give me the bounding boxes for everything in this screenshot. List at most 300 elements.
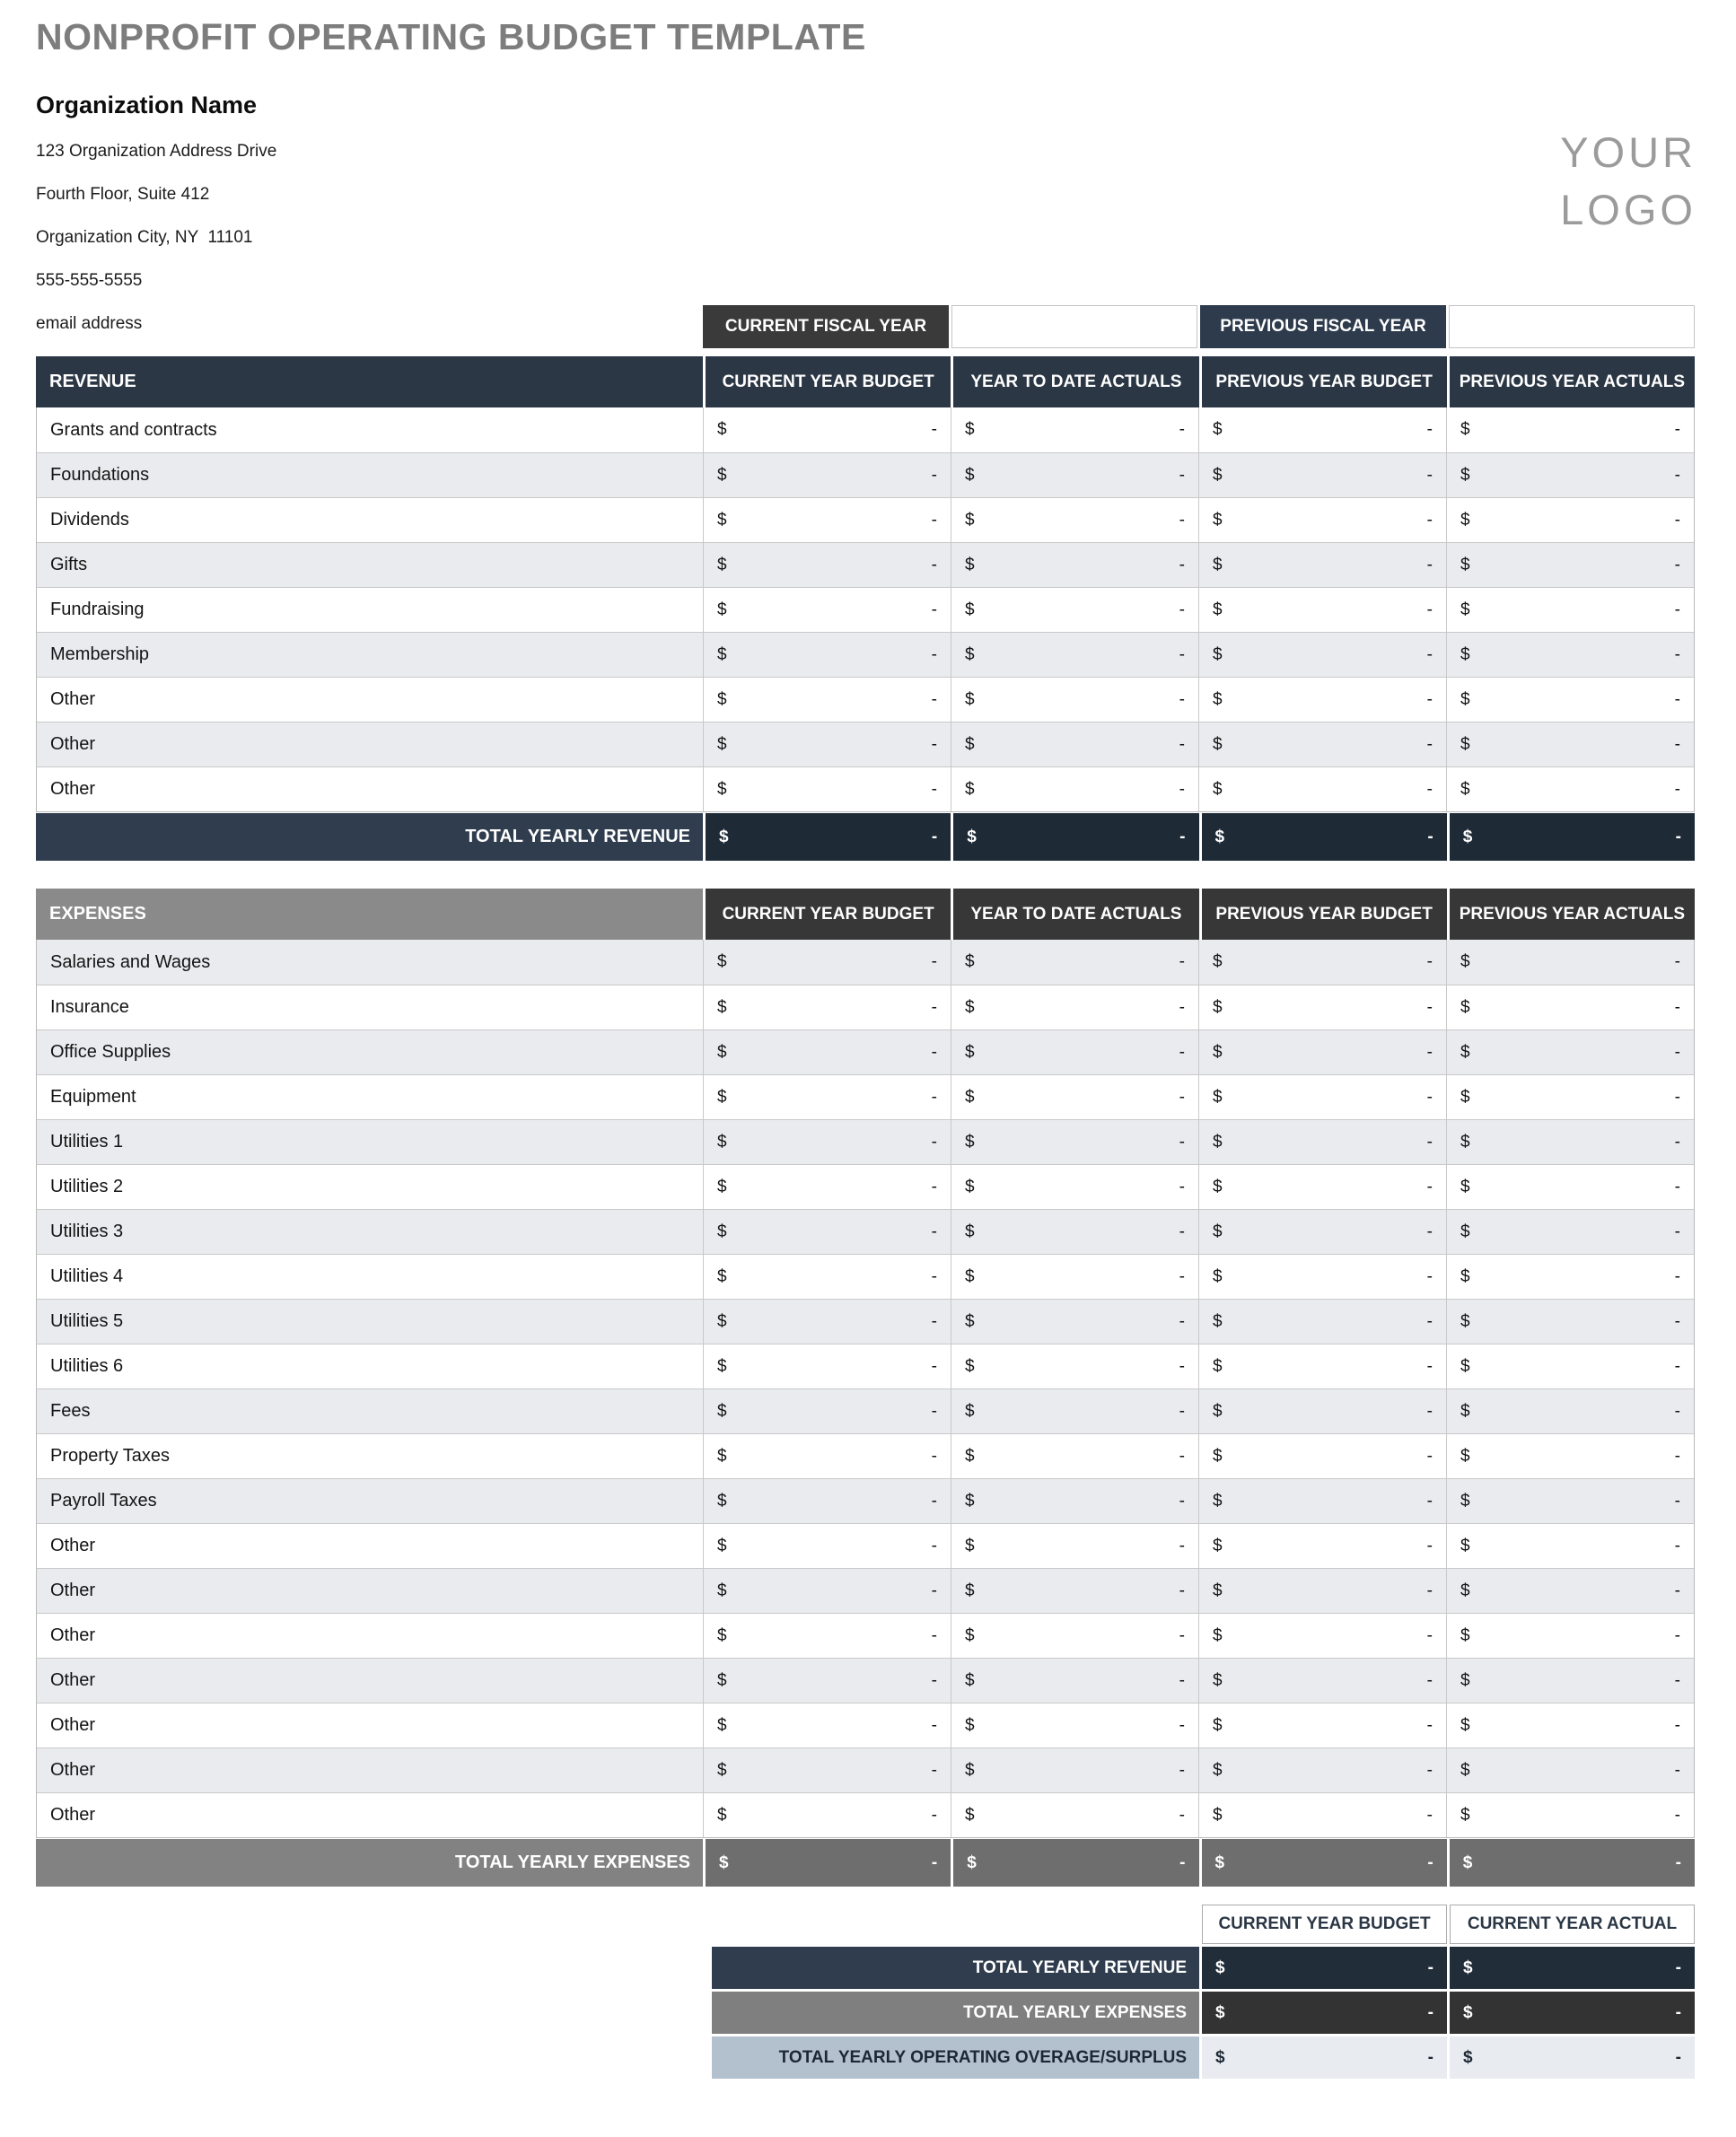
revenue-row <box>37 722 1694 766</box>
amount-cell-expenses-6-3[interactable] <box>1446 1210 1694 1254</box>
amount-cell-expenses-0-0[interactable] <box>703 940 951 985</box>
amount-value: - <box>1674 689 1680 709</box>
amount-cell-expenses-6-0[interactable] <box>703 1210 951 1254</box>
currency-symbol: $ <box>717 555 727 574</box>
org-phone: 555-555-5555 <box>36 271 143 290</box>
amount-value: - <box>931 689 937 709</box>
amount-cell-expenses-6-1[interactable] <box>951 1210 1198 1254</box>
revenue-table <box>36 356 1695 861</box>
amount-cell-expenses-12-1[interactable] <box>951 1479 1198 1523</box>
amount-cell-revenue-total-3[interactable] <box>1450 813 1695 861</box>
currency-symbol: $ <box>1215 1957 1225 1977</box>
summary-spacer <box>712 1905 1199 1944</box>
amount-cell-expenses-3-1[interactable] <box>951 1075 1198 1119</box>
amount-value: - <box>1179 779 1185 799</box>
amount-cell-revenue-3-1[interactable] <box>951 543 1198 587</box>
currency-symbol: $ <box>1213 779 1223 799</box>
currency-symbol: $ <box>719 1852 729 1872</box>
currency-symbol: $ <box>965 1042 975 1062</box>
currency-symbol: $ <box>965 952 975 971</box>
summary-row-revenue <box>712 1947 1695 1989</box>
amount-value: - <box>1674 1581 1680 1600</box>
amount-cell-expenses-12-0[interactable] <box>703 1479 951 1523</box>
amount-value: - <box>1674 1087 1680 1107</box>
expenses-row-label: Other <box>50 1715 96 1735</box>
amount-value: - <box>1426 1491 1433 1511</box>
currency-symbol: $ <box>965 1132 975 1152</box>
currency-symbol: $ <box>1213 1536 1223 1555</box>
amount-cell-expenses-11-2[interactable] <box>1198 1434 1446 1478</box>
amount-cell-expenses-5-1[interactable] <box>951 1165 1198 1209</box>
amount-cell-expenses-17-1[interactable] <box>951 1703 1198 1747</box>
currency-symbol: $ <box>965 997 975 1017</box>
amount-cell-expenses-10-1[interactable] <box>951 1389 1198 1433</box>
expenses-row <box>37 1164 1694 1209</box>
currency-symbol: $ <box>1213 1446 1223 1466</box>
currency-symbol: $ <box>717 779 727 799</box>
amount-value: - <box>1675 2047 1681 2067</box>
revenue-row-label: Dividends <box>50 510 129 530</box>
amount-value: - <box>1179 510 1185 530</box>
expenses-row <box>37 1119 1694 1164</box>
currency-symbol: $ <box>1213 1266 1223 1286</box>
amount-cell-revenue-3-3[interactable] <box>1446 543 1694 587</box>
amount-value: - <box>931 1311 937 1331</box>
expenses-body <box>36 940 1695 1838</box>
amount-value: - <box>1426 465 1433 485</box>
amount-value: - <box>1179 1132 1185 1152</box>
currency-symbol: $ <box>965 779 975 799</box>
currency-symbol: $ <box>1463 2002 1473 2022</box>
amount-cell-revenue-2-1[interactable] <box>951 498 1198 542</box>
amount-cell-expenses-total-1[interactable] <box>953 1839 1198 1887</box>
amount-cell-expenses-8-2[interactable] <box>1198 1300 1446 1344</box>
currency-symbol: $ <box>965 1401 975 1421</box>
summary-row-surplus <box>712 2036 1695 2079</box>
amount-cell-expenses-16-2[interactable] <box>1198 1659 1446 1703</box>
amount-cell-expenses-7-2[interactable] <box>1198 1255 1446 1299</box>
amount-cell-expenses-3-3[interactable] <box>1446 1075 1694 1119</box>
amount-cell-revenue-8-3[interactable] <box>1446 767 1694 811</box>
amount-value: - <box>1426 510 1433 530</box>
amount-cell-expenses-7-3[interactable] <box>1446 1255 1694 1299</box>
amount-cell-revenue-6-3[interactable] <box>1446 678 1694 722</box>
amount-cell-expenses-11-0[interactable] <box>703 1434 951 1478</box>
amount-cell-summary-0-1[interactable] <box>1450 1947 1695 1989</box>
amount-cell-revenue-1-0[interactable] <box>703 453 951 497</box>
amount-value: - <box>931 1177 937 1196</box>
summary-row-label: TOTAL YEARLY OPERATING OVERAGE/SURPLUS <box>712 2036 1199 2079</box>
currency-symbol: $ <box>717 1715 727 1735</box>
amount-cell-expenses-4-0[interactable] <box>703 1120 951 1164</box>
amount-cell-expenses-14-0[interactable] <box>703 1569 951 1613</box>
amount-cell-summary-2-1[interactable] <box>1450 2036 1695 2079</box>
amount-cell-revenue-total-2[interactable] <box>1202 813 1447 861</box>
amount-cell-revenue-7-1[interactable] <box>951 723 1198 766</box>
logo-line2: LOGO <box>1560 186 1697 233</box>
amount-cell-revenue-2-0[interactable] <box>703 498 951 542</box>
amount-cell-expenses-10-2[interactable] <box>1198 1389 1446 1433</box>
currency-symbol: $ <box>1213 510 1223 530</box>
currency-symbol: $ <box>1460 734 1470 754</box>
amount-value: - <box>1179 1760 1185 1780</box>
amount-cell-revenue-1-1[interactable] <box>951 453 1198 497</box>
amount-value: - <box>1179 1715 1185 1735</box>
amount-cell-revenue-0-0[interactable] <box>703 407 951 452</box>
expenses-row <box>37 1299 1694 1344</box>
amount-cell-revenue-0-2[interactable] <box>1198 407 1446 452</box>
amount-cell-expenses-7-1[interactable] <box>951 1255 1198 1299</box>
currency-symbol: $ <box>717 1177 727 1196</box>
amount-cell-summary-2-0[interactable] <box>1202 2036 1447 2079</box>
amount-value: - <box>1179 1177 1185 1196</box>
amount-cell-expenses-18-2[interactable] <box>1198 1748 1446 1792</box>
amount-value: - <box>931 510 937 530</box>
revenue-header-row <box>36 356 1695 407</box>
amount-cell-revenue-4-0[interactable] <box>703 588 951 632</box>
amount-cell-expenses-18-1[interactable] <box>951 1748 1198 1792</box>
currency-symbol: $ <box>717 1491 727 1511</box>
amount-cell-revenue-5-0[interactable] <box>703 633 951 677</box>
amount-cell-expenses-8-0[interactable] <box>703 1300 951 1344</box>
currency-symbol: $ <box>965 420 975 439</box>
org-address-line1: 123 Organization Address Drive <box>36 142 277 161</box>
amount-value: - <box>1426 1625 1433 1645</box>
amount-cell-expenses-total-0[interactable] <box>706 1839 951 1887</box>
amount-value: - <box>1179 1087 1185 1107</box>
currency-symbol: $ <box>1213 644 1223 664</box>
expenses-row-label: Utilities 5 <box>50 1311 124 1331</box>
amount-cell-expenses-13-0[interactable] <box>703 1524 951 1568</box>
amount-cell-expenses-0-1[interactable] <box>951 940 1198 985</box>
amount-cell-expenses-16-1[interactable] <box>951 1659 1198 1703</box>
amount-cell-revenue-4-1[interactable] <box>951 588 1198 632</box>
amount-value: - <box>1674 997 1680 1017</box>
currency-symbol: $ <box>1460 1805 1470 1825</box>
amount-cell-expenses-2-2[interactable] <box>1198 1030 1446 1074</box>
amount-cell-revenue-8-0[interactable] <box>703 767 951 811</box>
amount-cell-expenses-14-3[interactable] <box>1446 1569 1694 1613</box>
amount-value: - <box>1675 1852 1681 1872</box>
amount-value: - <box>1179 1222 1185 1241</box>
amount-cell-expenses-0-3[interactable] <box>1446 940 1694 985</box>
currency-symbol: $ <box>965 1446 975 1466</box>
currency-symbol: $ <box>1460 1401 1470 1421</box>
currency-symbol: $ <box>717 1311 727 1331</box>
amount-value: - <box>1426 1401 1433 1421</box>
amount-value: - <box>1179 1311 1185 1331</box>
currency-symbol: $ <box>1460 1491 1470 1511</box>
amount-value: - <box>1674 1266 1680 1286</box>
amount-value: - <box>1426 1177 1433 1196</box>
amount-cell-expenses-1-2[interactable] <box>1198 985 1446 1029</box>
amount-cell-expenses-6-2[interactable] <box>1198 1210 1446 1254</box>
currency-symbol: $ <box>1460 1625 1470 1645</box>
currency-symbol: $ <box>717 1087 727 1107</box>
currency-symbol: $ <box>965 555 975 574</box>
amount-cell-expenses-2-1[interactable] <box>951 1030 1198 1074</box>
amount-value: - <box>1179 420 1185 439</box>
amount-cell-expenses-1-3[interactable] <box>1446 985 1694 1029</box>
amount-value: - <box>1179 600 1185 619</box>
previous-fiscal-year-label: PREVIOUS FISCAL YEAR <box>1200 305 1446 348</box>
currency-symbol: $ <box>1460 997 1470 1017</box>
amount-cell-summary-1-0[interactable] <box>1202 1992 1447 2034</box>
amount-cell-expenses-15-1[interactable] <box>951 1614 1198 1658</box>
amount-cell-expenses-3-2[interactable] <box>1198 1075 1446 1119</box>
amount-cell-expenses-2-3[interactable] <box>1446 1030 1694 1074</box>
expenses-row <box>37 1792 1694 1837</box>
amount-cell-expenses-19-3[interactable] <box>1446 1793 1694 1837</box>
amount-value: - <box>1179 1805 1185 1825</box>
amount-value: - <box>1426 420 1433 439</box>
currency-symbol: $ <box>1460 779 1470 799</box>
expenses-row <box>37 1747 1694 1792</box>
amount-cell-revenue-6-0[interactable] <box>703 678 951 722</box>
summary-column-header-1: CURRENT YEAR ACTUAL <box>1450 1905 1695 1944</box>
currency-symbol: $ <box>965 1581 975 1600</box>
amount-cell-revenue-2-3[interactable] <box>1446 498 1694 542</box>
amount-value: - <box>1179 1042 1185 1062</box>
amount-value: - <box>1179 1670 1185 1690</box>
amount-cell-revenue-0-3[interactable] <box>1446 407 1694 452</box>
amount-cell-expenses-3-0[interactable] <box>703 1075 951 1119</box>
amount-cell-revenue-4-2[interactable] <box>1198 588 1446 632</box>
amount-cell-revenue-total-0[interactable] <box>706 813 951 861</box>
amount-cell-expenses-5-0[interactable] <box>703 1165 951 1209</box>
currency-symbol: $ <box>717 465 727 485</box>
currency-symbol: $ <box>1462 827 1473 846</box>
amount-cell-expenses-16-3[interactable] <box>1446 1659 1694 1703</box>
amount-cell-revenue-7-3[interactable] <box>1446 723 1694 766</box>
amount-cell-summary-1-1[interactable] <box>1450 1992 1695 2034</box>
amount-cell-revenue-0-1[interactable] <box>951 407 1198 452</box>
currency-symbol: $ <box>1462 1852 1473 1872</box>
amount-value: - <box>1426 1670 1433 1690</box>
amount-cell-expenses-19-1[interactable] <box>951 1793 1198 1837</box>
currency-symbol: $ <box>717 1446 727 1466</box>
currency-symbol: $ <box>965 1311 975 1331</box>
amount-cell-revenue-total-1[interactable] <box>953 813 1198 861</box>
amount-cell-revenue-8-1[interactable] <box>951 767 1198 811</box>
amount-value: - <box>1674 1491 1680 1511</box>
amount-cell-expenses-17-2[interactable] <box>1198 1703 1446 1747</box>
currency-symbol: $ <box>717 1670 727 1690</box>
amount-value: - <box>1674 1805 1680 1825</box>
amount-cell-revenue-8-2[interactable] <box>1198 767 1446 811</box>
amount-cell-revenue-1-3[interactable] <box>1446 453 1694 497</box>
amount-cell-expenses-5-2[interactable] <box>1198 1165 1446 1209</box>
revenue-row-label: Fundraising <box>50 600 145 619</box>
amount-cell-expenses-11-1[interactable] <box>951 1434 1198 1478</box>
amount-cell-expenses-18-0[interactable] <box>703 1748 951 1792</box>
amount-value: - <box>1426 779 1433 799</box>
currency-symbol: $ <box>717 1760 727 1780</box>
revenue-row <box>37 766 1694 811</box>
currency-symbol: $ <box>1460 600 1470 619</box>
currency-symbol: $ <box>965 1670 975 1690</box>
amount-value: - <box>931 952 937 971</box>
amount-cell-revenue-4-3[interactable] <box>1446 588 1694 632</box>
currency-symbol: $ <box>967 1852 977 1872</box>
amount-value: - <box>931 644 937 664</box>
amount-value: - <box>931 1446 937 1466</box>
expenses-row-label: Office Supplies <box>50 1042 171 1062</box>
amount-value: - <box>1674 1760 1680 1780</box>
expenses-row-label: Salaries and Wages <box>50 951 211 972</box>
amount-cell-expenses-1-0[interactable] <box>703 985 951 1029</box>
amount-cell-expenses-2-0[interactable] <box>703 1030 951 1074</box>
amount-value: - <box>931 1266 937 1286</box>
expenses-row-label: Property Taxes <box>50 1446 171 1466</box>
revenue-row-label: Other <box>50 779 96 799</box>
amount-cell-expenses-14-2[interactable] <box>1198 1569 1446 1613</box>
amount-value: - <box>1674 510 1680 530</box>
expenses-row-label: Utilities 2 <box>50 1177 124 1196</box>
currency-symbol: $ <box>965 1536 975 1555</box>
amount-cell-expenses-19-2[interactable] <box>1198 1793 1446 1837</box>
amount-cell-expenses-1-1[interactable] <box>951 985 1198 1029</box>
currency-symbol: $ <box>717 510 727 530</box>
amount-cell-expenses-12-2[interactable] <box>1198 1479 1446 1523</box>
currency-symbol: $ <box>1460 1446 1470 1466</box>
amount-value: - <box>931 1625 937 1645</box>
amount-cell-expenses-10-0[interactable] <box>703 1389 951 1433</box>
amount-cell-revenue-3-0[interactable] <box>703 543 951 587</box>
amount-cell-revenue-6-2[interactable] <box>1198 678 1446 722</box>
currency-symbol: $ <box>1215 2047 1225 2067</box>
currency-symbol: $ <box>1213 997 1223 1017</box>
amount-value: - <box>931 1087 937 1107</box>
amount-cell-expenses-15-3[interactable] <box>1446 1614 1694 1658</box>
amount-value: - <box>1427 2047 1434 2067</box>
amount-cell-expenses-13-1[interactable] <box>951 1524 1198 1568</box>
amount-cell-expenses-16-0[interactable] <box>703 1659 951 1703</box>
amount-value: - <box>1674 600 1680 619</box>
amount-cell-expenses-17-3[interactable] <box>1446 1703 1694 1747</box>
amount-cell-expenses-5-3[interactable] <box>1446 1165 1694 1209</box>
revenue-body <box>36 407 1695 812</box>
amount-cell-expenses-17-0[interactable] <box>703 1703 951 1747</box>
amount-cell-revenue-5-2[interactable] <box>1198 633 1446 677</box>
revenue-row <box>37 407 1694 452</box>
amount-cell-revenue-6-1[interactable] <box>951 678 1198 722</box>
currency-symbol: $ <box>965 689 975 709</box>
column-header-2: PREVIOUS YEAR BUDGET <box>1202 889 1447 940</box>
revenue-row <box>37 677 1694 722</box>
currency-symbol: $ <box>965 1805 975 1825</box>
amount-cell-expenses-9-2[interactable] <box>1198 1344 1446 1388</box>
amount-cell-expenses-4-2[interactable] <box>1198 1120 1446 1164</box>
amount-cell-revenue-7-0[interactable] <box>703 723 951 766</box>
amount-cell-revenue-3-2[interactable] <box>1198 543 1446 587</box>
amount-cell-expenses-15-2[interactable] <box>1198 1614 1446 1658</box>
amount-value: - <box>1675 1957 1681 1977</box>
currency-symbol: $ <box>1460 1670 1470 1690</box>
revenue-row-label: Foundations <box>50 465 150 485</box>
amount-cell-expenses-10-3[interactable] <box>1446 1389 1694 1433</box>
amount-value: - <box>1674 420 1680 439</box>
expenses-row <box>37 1074 1694 1119</box>
amount-value: - <box>1674 1536 1680 1555</box>
currency-symbol: $ <box>1463 1957 1473 1977</box>
logo-line1: YOUR <box>1560 128 1697 176</box>
amount-cell-expenses-14-1[interactable] <box>951 1569 1198 1613</box>
amount-cell-expenses-9-0[interactable] <box>703 1344 951 1388</box>
expenses-row-label: Other <box>50 1625 96 1645</box>
revenue-row-label: Other <box>50 689 96 709</box>
amount-cell-expenses-9-3[interactable] <box>1446 1344 1694 1388</box>
summary-row-expenses <box>712 1992 1695 2034</box>
amount-cell-expenses-8-3[interactable] <box>1446 1300 1694 1344</box>
amount-cell-expenses-4-3[interactable] <box>1446 1120 1694 1164</box>
amount-value: - <box>1179 1581 1185 1600</box>
amount-cell-expenses-19-0[interactable] <box>703 1793 951 1837</box>
currency-symbol: $ <box>719 827 729 846</box>
amount-cell-expenses-15-0[interactable] <box>703 1614 951 1658</box>
amount-cell-revenue-1-2[interactable] <box>1198 453 1446 497</box>
amount-cell-expenses-total-3[interactable] <box>1450 1839 1695 1887</box>
amount-cell-expenses-0-2[interactable] <box>1198 940 1446 985</box>
revenue-row-label: Membership <box>50 644 150 664</box>
currency-symbol: $ <box>1213 465 1223 485</box>
expenses-row <box>37 1478 1694 1523</box>
amount-cell-expenses-total-2[interactable] <box>1202 1839 1447 1887</box>
amount-cell-expenses-4-1[interactable] <box>951 1120 1198 1164</box>
amount-cell-expenses-11-3[interactable] <box>1446 1434 1694 1478</box>
currency-symbol: $ <box>717 689 727 709</box>
amount-cell-expenses-13-2[interactable] <box>1198 1524 1446 1568</box>
expenses-row-label: Insurance <box>50 997 129 1017</box>
current-fiscal-year-input[interactable] <box>951 305 1197 348</box>
amount-cell-expenses-7-0[interactable] <box>703 1255 951 1299</box>
revenue-total-label: TOTAL YEARLY REVENUE <box>36 813 703 861</box>
currency-symbol: $ <box>1463 2047 1473 2067</box>
column-header-2: PREVIOUS YEAR BUDGET <box>1202 356 1447 407</box>
amount-cell-expenses-12-3[interactable] <box>1446 1479 1694 1523</box>
amount-value: - <box>1426 1581 1433 1600</box>
amount-value: - <box>1426 1446 1433 1466</box>
previous-fiscal-year-input[interactable] <box>1449 305 1695 348</box>
currency-symbol: $ <box>1213 1581 1223 1600</box>
amount-cell-revenue-2-2[interactable] <box>1198 498 1446 542</box>
amount-cell-expenses-13-3[interactable] <box>1446 1524 1694 1568</box>
amount-value: - <box>1674 465 1680 485</box>
amount-cell-revenue-7-2[interactable] <box>1198 723 1446 766</box>
currency-symbol: $ <box>1213 1401 1223 1421</box>
amount-cell-revenue-5-3[interactable] <box>1446 633 1694 677</box>
expenses-section-label: EXPENSES <box>36 889 703 940</box>
currency-symbol: $ <box>1213 600 1223 619</box>
amount-cell-expenses-9-1[interactable] <box>951 1344 1198 1388</box>
summary-column-header-0: CURRENT YEAR BUDGET <box>1202 1905 1447 1944</box>
currency-symbol: $ <box>1213 555 1223 574</box>
amount-cell-expenses-18-3[interactable] <box>1446 1748 1694 1792</box>
currency-symbol: $ <box>1460 952 1470 971</box>
expenses-row <box>37 1523 1694 1568</box>
amount-cell-revenue-5-1[interactable] <box>951 633 1198 677</box>
expenses-row <box>37 1388 1694 1433</box>
currency-symbol: $ <box>717 952 727 971</box>
currency-symbol: $ <box>1215 2002 1225 2022</box>
currency-symbol: $ <box>1213 1042 1223 1062</box>
expenses-header-row <box>36 889 1695 940</box>
amount-value: - <box>1674 1356 1680 1376</box>
currency-symbol: $ <box>717 1222 727 1241</box>
currency-symbol: $ <box>965 465 975 485</box>
amount-cell-summary-0-0[interactable] <box>1202 1947 1447 1989</box>
amount-cell-expenses-8-1[interactable] <box>951 1300 1198 1344</box>
